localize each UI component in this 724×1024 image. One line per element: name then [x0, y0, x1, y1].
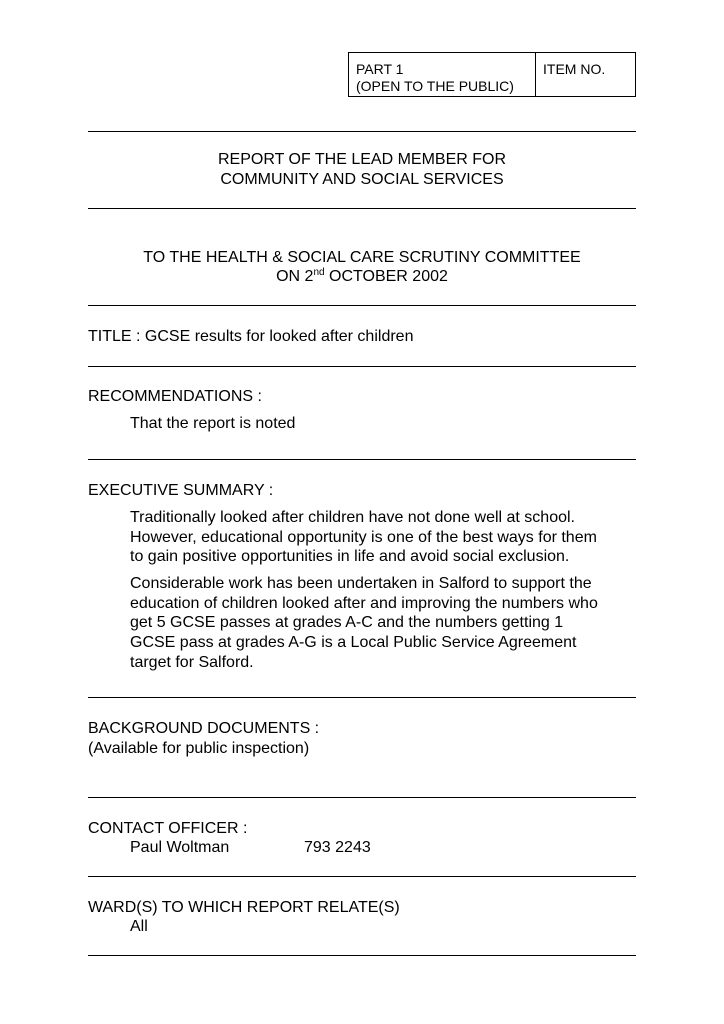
- divider: [88, 955, 636, 956]
- wards-value: All: [130, 918, 148, 935]
- divider: [88, 208, 636, 209]
- summary-para-1-line-2: However, educational opportunity is one of the best ways for them: [130, 529, 597, 546]
- recommendations-heading: RECOMMENDATIONS :: [88, 388, 262, 405]
- summary-para-2-line-3: get 5 GCSE passes at grades A-C and the numbers getting 1: [130, 614, 564, 631]
- part-label: PART 1: [356, 61, 404, 77]
- executive-summary-heading: EXECUTIVE SUMMARY :: [88, 482, 274, 499]
- contact-officer-name: Paul Woltman: [130, 839, 230, 856]
- summary-para-2-line-4: GCSE pass at grades A-G is a Local Public Service Agreement: [130, 634, 577, 651]
- summary-para-2-line-2: education of children looked after and improving the numbers who: [130, 595, 598, 612]
- divider: [88, 131, 636, 132]
- summary-para-1-line-3: to gain positive opportunities in life and avoid social exclusion.: [130, 548, 570, 565]
- committee-line: TO THE HEALTH & SOCIAL CARE SCRUTINY COMMITTEE: [143, 249, 581, 266]
- report-of-line-1: REPORT OF THE LEAD MEMBER FOR: [217, 151, 507, 168]
- divider: [88, 459, 636, 460]
- contact-officer-phone: 793 2243: [304, 839, 371, 856]
- summary-para-1-line-1: Traditionally looked after children have not done well at school.: [130, 509, 575, 526]
- divider: [88, 797, 636, 798]
- date-ordinal: nd: [313, 267, 325, 278]
- item-no-label: ITEM NO.: [543, 61, 606, 77]
- date-prefix: ON 2: [276, 268, 314, 285]
- divider: [88, 305, 636, 306]
- contact-officer-heading: CONTACT OFFICER :: [88, 820, 248, 837]
- report-of-line-2: COMMUNITY AND SOCIAL SERVICES: [220, 171, 504, 188]
- summary-para-2-line-1: Considerable work has been undertaken in Salford to support the: [130, 575, 592, 592]
- summary-para-2-line-5: target for Salford.: [130, 654, 254, 671]
- background-documents-note: (Available for public inspection): [88, 740, 310, 757]
- background-documents-heading: BACKGROUND DOCUMENTS :: [88, 720, 320, 737]
- open-to-public-label: (OPEN TO THE PUBLIC): [356, 78, 514, 94]
- recommendations-text: That the report is noted: [130, 415, 296, 432]
- part-box: [348, 52, 536, 97]
- divider: [88, 876, 636, 877]
- meeting-date: [88, 267, 636, 287]
- divider: [88, 366, 636, 367]
- date-suffix: OCTOBER 2002: [324, 268, 448, 285]
- divider: [88, 697, 636, 698]
- wards-heading: WARD(S) TO WHICH REPORT RELATE(S): [88, 899, 400, 916]
- item-no-box: [535, 52, 636, 97]
- report-title: TITLE : GCSE results for looked after children: [88, 328, 414, 345]
